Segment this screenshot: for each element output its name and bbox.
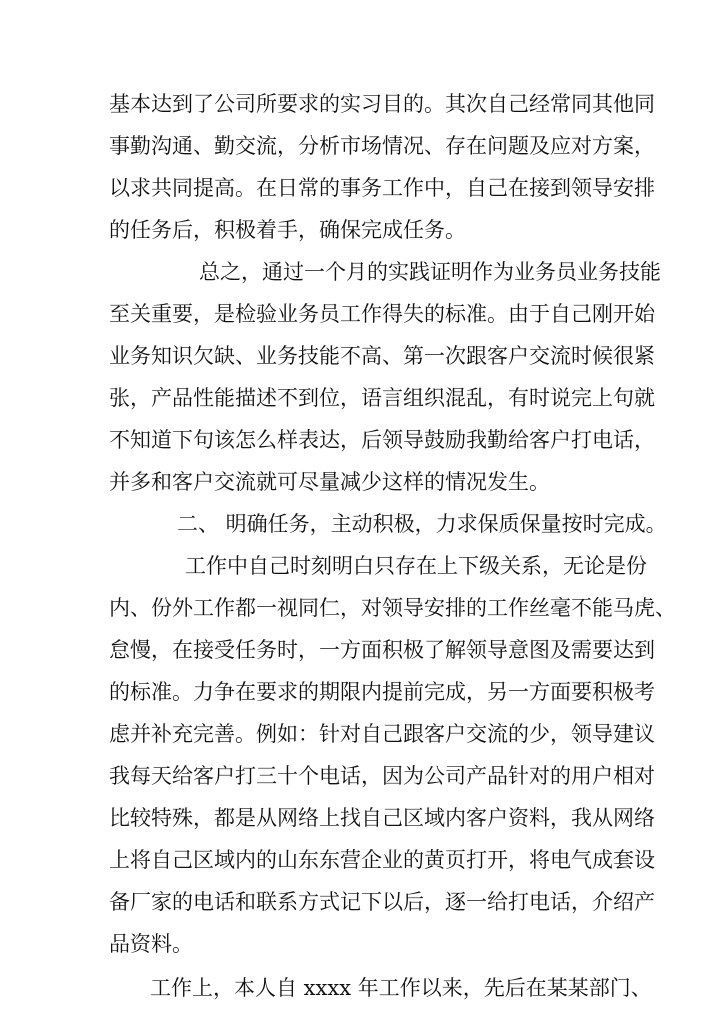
text-line: 我每天给客户打三十个电话，因为公司产品针对的用户相对 <box>109 764 655 788</box>
text-line: 基本达到了公司所要求的实习目的。其次自己经常同其他同 <box>109 92 655 116</box>
text-line: 上将自己区域内的山东东营企业的黄页打开，将电气成套设 <box>109 848 655 872</box>
text-line: 不知道下句该怎么样表达，后领导鼓励我勤给客户打电话， <box>109 428 655 452</box>
text-line: 品资料。 <box>109 932 193 956</box>
text-line: 并多和客户交流就可尽量减少这样的情况发生。 <box>109 470 550 494</box>
text-line: 张，产品性能描述不到位，语言组织混乱，有时说完上句就 <box>109 386 655 410</box>
section-heading: 二、 明确任务，主动积极，力求保质保量按时完成。 <box>177 512 667 536</box>
text-line: 至关重要，是检验业务员工作得失的标准。由于自己刚开始 <box>109 302 655 326</box>
text-line: 工作上，本人自 xxxx 年工作以来，先后在某某部门、 <box>150 976 652 1000</box>
text-line: 虑并补充完善。例如：针对自己跟客户交流的少，领导建议 <box>109 722 655 746</box>
text-line: 事勤沟通、勤交流，分析市场情况、存在问题及应对方案， <box>109 134 655 158</box>
text-line: 内、份外工作都一视同仁，对领导安排的工作丝毫不能马虎、 <box>109 596 676 620</box>
text-line: 以求共同提高。在日常的事务工作中，自己在接到领导安排 <box>109 176 655 200</box>
text-line: 的标准。力争在要求的期限内提前完成，另一方面要积极考 <box>109 680 655 704</box>
text-line: 总之，通过一个月的实践证明作为业务员业务技能 <box>199 260 661 284</box>
text-line: 怠慢，在接受任务时，一方面积极了解领导意图及需要达到 <box>109 638 655 662</box>
text-line: 工作中自己时刻明白只存在上下级关系，无论是份 <box>185 554 647 578</box>
text-line: 比较特殊，都是从网络上找自己区域内客户资料，我从网络 <box>109 806 655 830</box>
text-line: 的任务后，积极着手，确保完成任务。 <box>109 218 466 242</box>
text-line: 备厂家的电话和联系方式记下以后，逐一给打电话，介绍产 <box>109 890 655 914</box>
text-line: 业务知识欠缺、业务技能不高、第一次跟客户交流时候很紧 <box>109 344 655 368</box>
